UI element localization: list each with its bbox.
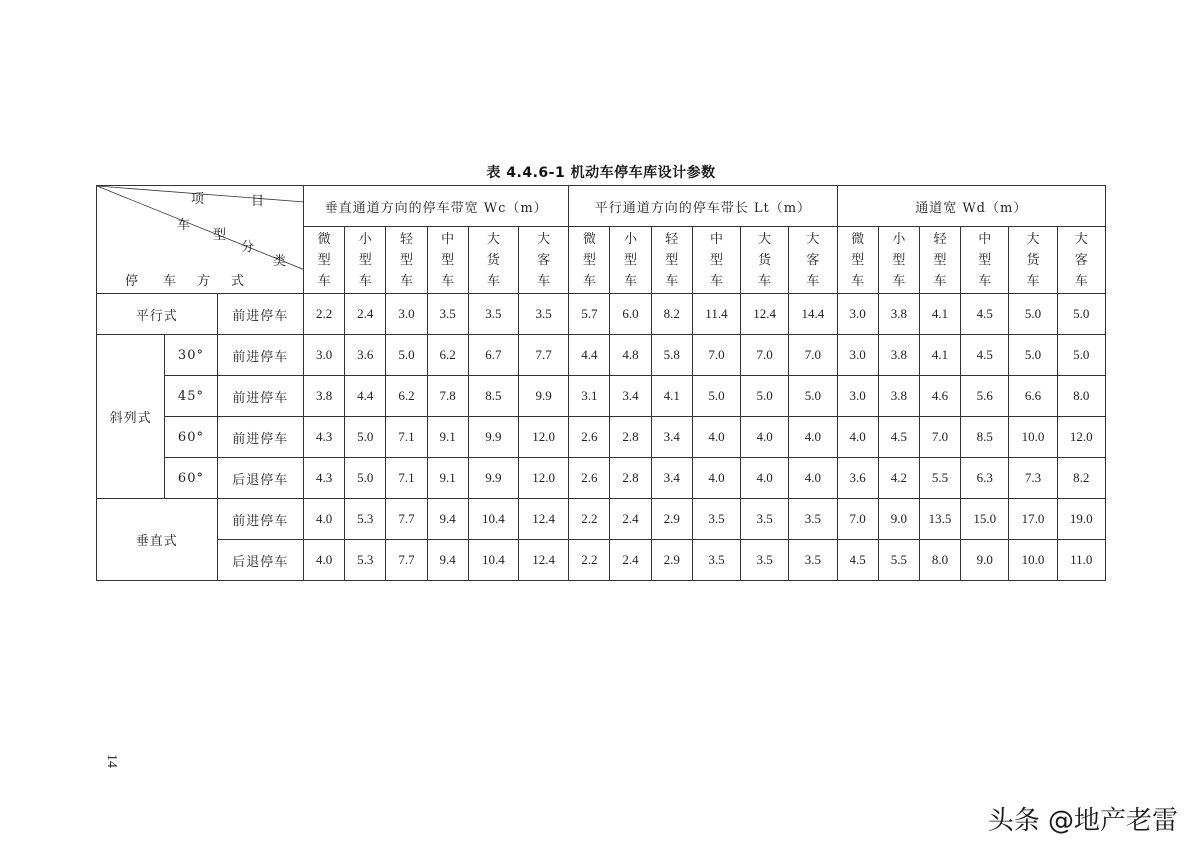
parking-method-label: 后退停车 — [217, 540, 303, 581]
angle-label: 30° — [165, 335, 217, 376]
parking-type-label: 垂直式 — [97, 499, 218, 581]
value-cell: 2.2 — [569, 540, 610, 581]
value-cell: 3.8 — [878, 335, 919, 376]
value-cell: 3.4 — [651, 417, 692, 458]
value-cell: 8.0 — [1057, 376, 1105, 417]
value-cell: 8.5 — [961, 417, 1009, 458]
vehicle-type-char: 大 — [758, 231, 772, 247]
value-cell: 4.1 — [919, 335, 960, 376]
value-cell: 5.0 — [789, 376, 837, 417]
value-cell: 4.0 — [837, 417, 878, 458]
vehicle-type-char: 型 — [358, 252, 372, 268]
header-corner-cell — [97, 186, 304, 294]
vehicle-type-char: 客 — [806, 252, 820, 268]
value-cell: 4.8 — [610, 335, 651, 376]
table-row — [97, 540, 1106, 581]
vehicle-type-char: 型 — [892, 252, 906, 268]
value-cell: 13.5 — [919, 499, 960, 540]
vehicle-type-char: 车 — [806, 273, 820, 289]
vehicle-type-header — [386, 227, 427, 294]
angle-label: 60° — [165, 417, 217, 458]
value-cell: 11.0 — [1057, 540, 1105, 581]
value-cell: 4.2 — [878, 458, 919, 499]
value-cell: 7.7 — [386, 499, 427, 540]
value-cell: 4.5 — [961, 294, 1009, 335]
value-cell: 7.1 — [386, 417, 427, 458]
value-cell: 3.5 — [789, 540, 837, 581]
vehicle-type-char: 型 — [582, 252, 596, 268]
corner-label-fen: 分 — [241, 240, 255, 255]
vehicle-type-char: 中 — [978, 231, 992, 247]
vehicle-type-char: 型 — [399, 252, 413, 268]
vehicle-type-char: 车 — [582, 273, 596, 289]
value-cell: 5.0 — [741, 376, 789, 417]
value-cell: 2.6 — [569, 458, 610, 499]
vehicle-type-char: 车 — [665, 273, 679, 289]
parking-method-label: 后退停车 — [217, 458, 303, 499]
parking-method-label: 前进停车 — [217, 294, 303, 335]
vehicle-type-char: 微 — [317, 231, 331, 247]
vehicle-type-header — [518, 227, 568, 294]
value-cell: 3.5 — [741, 540, 789, 581]
vehicle-type-header — [878, 227, 919, 294]
value-cell: 7.1 — [386, 458, 427, 499]
vehicle-type-header — [961, 227, 1009, 294]
value-cell: 6.2 — [386, 376, 427, 417]
corner-label-ting: 停 — [125, 274, 139, 289]
value-cell: 2.9 — [651, 540, 692, 581]
value-cell: 17.0 — [1009, 499, 1057, 540]
value-cell: 5.7 — [569, 294, 610, 335]
value-cell: 5.0 — [692, 376, 740, 417]
value-cell: 3.8 — [878, 294, 919, 335]
value-cell: 3.8 — [878, 376, 919, 417]
corner-label-vehicle: 车 — [177, 218, 191, 233]
value-cell: 3.6 — [345, 335, 386, 376]
vehicle-type-char: 大 — [1074, 231, 1088, 247]
value-cell: 5.0 — [345, 458, 386, 499]
table-row — [97, 417, 1106, 458]
value-cell: 4.0 — [692, 417, 740, 458]
value-cell: 3.0 — [837, 294, 878, 335]
value-cell: 3.5 — [692, 499, 740, 540]
vehicle-type-char: 货 — [758, 252, 772, 268]
group-header-wd: 通道宽 Wd（m） — [837, 186, 1105, 227]
value-cell: 7.7 — [518, 335, 568, 376]
vehicle-type-char: 大 — [537, 231, 551, 247]
corner-label-project: 项 — [191, 192, 205, 207]
vehicle-type-char: 车 — [486, 273, 500, 289]
corner-label-lei: 类 — [273, 254, 287, 269]
vehicle-type-char: 车 — [358, 273, 372, 289]
vehicle-type-header — [692, 227, 740, 294]
value-cell: 3.5 — [692, 540, 740, 581]
value-cell: 10.4 — [468, 499, 518, 540]
value-cell: 7.0 — [741, 335, 789, 376]
value-cell: 5.0 — [1057, 335, 1105, 376]
value-cell: 3.5 — [741, 499, 789, 540]
corner-label-fang: 方 — [197, 274, 211, 289]
value-cell: 2.4 — [610, 499, 651, 540]
parking-params-table — [96, 185, 1106, 581]
value-cell: 9.4 — [427, 540, 468, 581]
value-cell: 10.0 — [1009, 540, 1057, 581]
vehicle-type-char: 轻 — [399, 231, 413, 247]
angle-label: 45° — [165, 376, 217, 417]
group-header-wc: 垂直通道方向的停车带宽 Wc（m） — [304, 186, 569, 227]
corner-label-shi: 式 — [231, 274, 245, 289]
parking-method-label: 前进停车 — [217, 376, 303, 417]
value-cell: 12.4 — [741, 294, 789, 335]
vehicle-type-char: 型 — [851, 252, 865, 268]
table-body — [97, 294, 1106, 581]
value-cell: 2.4 — [345, 294, 386, 335]
value-cell: 4.0 — [304, 540, 345, 581]
value-cell: 7.0 — [919, 417, 960, 458]
value-cell: 5.0 — [1009, 335, 1057, 376]
table-row — [97, 335, 1106, 376]
value-cell: 19.0 — [1057, 499, 1105, 540]
value-cell: 6.3 — [961, 458, 1009, 499]
vehicle-type-char: 货 — [1026, 252, 1040, 268]
value-cell: 5.3 — [345, 499, 386, 540]
value-cell: 4.0 — [304, 499, 345, 540]
value-cell: 5.0 — [1009, 294, 1057, 335]
value-cell: 3.5 — [789, 499, 837, 540]
value-cell: 2.8 — [610, 458, 651, 499]
value-cell: 8.2 — [1057, 458, 1105, 499]
value-cell: 9.1 — [427, 417, 468, 458]
value-cell: 3.5 — [427, 294, 468, 335]
vehicle-type-char: 货 — [486, 252, 500, 268]
vehicle-type-char: 车 — [933, 273, 947, 289]
value-cell: 12.0 — [1057, 417, 1105, 458]
vehicle-type-char: 客 — [537, 252, 551, 268]
value-cell: 4.5 — [837, 540, 878, 581]
group-header-lt: 平行通道方向的停车带长 Lt（m） — [569, 186, 837, 227]
value-cell: 3.5 — [518, 294, 568, 335]
vehicle-type-header — [837, 227, 878, 294]
value-cell: 2.6 — [569, 417, 610, 458]
table-row — [97, 499, 1106, 540]
value-cell: 8.2 — [651, 294, 692, 335]
table-row — [97, 294, 1106, 335]
vehicle-type-header — [468, 227, 518, 294]
value-cell: 7.7 — [386, 540, 427, 581]
vehicle-type-char: 微 — [851, 231, 865, 247]
vehicle-type-char: 小 — [624, 231, 638, 247]
value-cell: 4.4 — [569, 335, 610, 376]
value-cell: 2.9 — [651, 499, 692, 540]
parking-type-label: 平行式 — [97, 294, 218, 335]
vehicle-type-char: 车 — [851, 273, 865, 289]
value-cell: 3.8 — [304, 376, 345, 417]
vehicle-type-char: 型 — [317, 252, 331, 268]
vehicle-type-char: 车 — [1026, 273, 1040, 289]
vehicle-type-char: 小 — [892, 231, 906, 247]
vehicle-type-header — [789, 227, 837, 294]
value-cell: 5.8 — [651, 335, 692, 376]
value-cell: 3.6 — [837, 458, 878, 499]
vehicle-type-header — [919, 227, 960, 294]
value-cell: 4.1 — [919, 294, 960, 335]
value-cell: 7.3 — [1009, 458, 1057, 499]
value-cell: 5.6 — [961, 376, 1009, 417]
value-cell: 3.4 — [651, 458, 692, 499]
value-cell: 4.0 — [789, 458, 837, 499]
vehicle-type-char: 小 — [358, 231, 372, 247]
vehicle-type-char: 型 — [709, 252, 723, 268]
vehicle-type-header — [1057, 227, 1105, 294]
vehicle-type-char: 型 — [441, 252, 455, 268]
vehicle-type-char: 轻 — [933, 231, 947, 247]
value-cell: 6.0 — [610, 294, 651, 335]
vehicle-type-char: 中 — [441, 231, 455, 247]
vehicle-type-char: 客 — [1074, 252, 1088, 268]
vehicle-type-char: 大 — [486, 231, 500, 247]
vehicle-type-char: 车 — [758, 273, 772, 289]
value-cell: 5.0 — [1057, 294, 1105, 335]
vehicle-type-char: 型 — [624, 252, 638, 268]
vehicle-type-header — [1009, 227, 1057, 294]
value-cell: 2.2 — [304, 294, 345, 335]
value-cell: 11.4 — [692, 294, 740, 335]
page-number: 14 — [104, 754, 119, 768]
value-cell: 5.3 — [345, 540, 386, 581]
value-cell: 5.5 — [919, 458, 960, 499]
parking-method-label: 前进停车 — [217, 335, 303, 376]
vehicle-type-char: 型 — [978, 252, 992, 268]
vehicle-type-char: 大 — [1026, 231, 1040, 247]
value-cell: 4.5 — [878, 417, 919, 458]
value-cell: 7.8 — [427, 376, 468, 417]
value-cell: 5.0 — [345, 417, 386, 458]
value-cell: 10.4 — [468, 540, 518, 581]
parking-type-label: 斜列式 — [97, 335, 165, 499]
parking-method-label: 前进停车 — [217, 499, 303, 540]
table-row — [97, 376, 1106, 417]
value-cell: 14.4 — [789, 294, 837, 335]
value-cell: 5.0 — [386, 335, 427, 376]
vehicle-type-char: 车 — [399, 273, 413, 289]
value-cell: 3.0 — [837, 376, 878, 417]
value-cell: 12.0 — [518, 417, 568, 458]
parking-method-label: 前进停车 — [217, 417, 303, 458]
value-cell: 4.0 — [741, 458, 789, 499]
vehicle-type-char: 大 — [806, 231, 820, 247]
table-title: 表 4.4.6-1 机动车停车库设计参数 — [486, 165, 716, 181]
vehicle-type-char: 微 — [582, 231, 596, 247]
value-cell: 4.4 — [345, 376, 386, 417]
value-cell: 2.2 — [569, 499, 610, 540]
value-cell: 2.4 — [610, 540, 651, 581]
value-cell: 3.1 — [569, 376, 610, 417]
value-cell: 3.0 — [304, 335, 345, 376]
value-cell: 6.2 — [427, 335, 468, 376]
value-cell: 12.4 — [518, 499, 568, 540]
value-cell: 4.0 — [692, 458, 740, 499]
value-cell: 8.5 — [468, 376, 518, 417]
value-cell: 9.0 — [878, 499, 919, 540]
value-cell: 3.0 — [386, 294, 427, 335]
vehicle-type-header — [304, 227, 345, 294]
value-cell: 9.0 — [961, 540, 1009, 581]
value-cell: 4.6 — [919, 376, 960, 417]
value-cell: 3.5 — [468, 294, 518, 335]
vehicle-type-char: 车 — [537, 273, 551, 289]
value-cell: 12.0 — [518, 458, 568, 499]
value-cell: 9.4 — [427, 499, 468, 540]
vehicle-type-char: 车 — [978, 273, 992, 289]
value-cell: 6.6 — [1009, 376, 1057, 417]
value-cell: 12.4 — [518, 540, 568, 581]
value-cell: 9.9 — [518, 376, 568, 417]
value-cell: 5.5 — [878, 540, 919, 581]
value-cell: 4.0 — [741, 417, 789, 458]
value-cell: 4.5 — [961, 335, 1009, 376]
value-cell: 6.7 — [468, 335, 518, 376]
value-cell: 9.9 — [468, 417, 518, 458]
vehicle-type-char: 车 — [892, 273, 906, 289]
table-row — [97, 458, 1106, 499]
value-cell: 7.0 — [789, 335, 837, 376]
vehicle-type-header — [427, 227, 468, 294]
vehicle-type-header — [345, 227, 386, 294]
vehicle-type-char: 型 — [933, 252, 947, 268]
corner-label-item: 目 — [251, 194, 265, 209]
vehicle-type-char: 车 — [1074, 273, 1088, 289]
value-cell: 3.0 — [837, 335, 878, 376]
watermark: 头条 @地产老雷 — [987, 806, 1178, 836]
value-cell: 10.0 — [1009, 417, 1057, 458]
vehicle-type-header — [610, 227, 651, 294]
value-cell: 4.3 — [304, 417, 345, 458]
value-cell: 3.4 — [610, 376, 651, 417]
vehicle-type-char: 中 — [709, 231, 723, 247]
value-cell: 2.8 — [610, 417, 651, 458]
value-cell: 9.1 — [427, 458, 468, 499]
value-cell: 7.0 — [837, 499, 878, 540]
value-cell: 4.1 — [651, 376, 692, 417]
value-cell: 8.0 — [919, 540, 960, 581]
value-cell: 4.0 — [789, 417, 837, 458]
vehicle-type-char: 车 — [709, 273, 723, 289]
value-cell: 7.0 — [692, 335, 740, 376]
vehicle-type-header — [741, 227, 789, 294]
vehicle-type-char: 车 — [624, 273, 638, 289]
vehicle-type-char: 轻 — [665, 231, 679, 247]
vehicle-type-header — [651, 227, 692, 294]
vehicle-type-char: 车 — [441, 273, 455, 289]
vehicle-type-header — [569, 227, 610, 294]
corner-label-che: 车 — [163, 274, 177, 289]
value-cell: 15.0 — [961, 499, 1009, 540]
vehicle-type-char: 型 — [665, 252, 679, 268]
value-cell: 4.3 — [304, 458, 345, 499]
value-cell: 9.9 — [468, 458, 518, 499]
vehicle-type-char: 车 — [317, 273, 331, 289]
angle-label: 60° — [165, 458, 217, 499]
corner-label-type: 型 — [213, 228, 227, 243]
